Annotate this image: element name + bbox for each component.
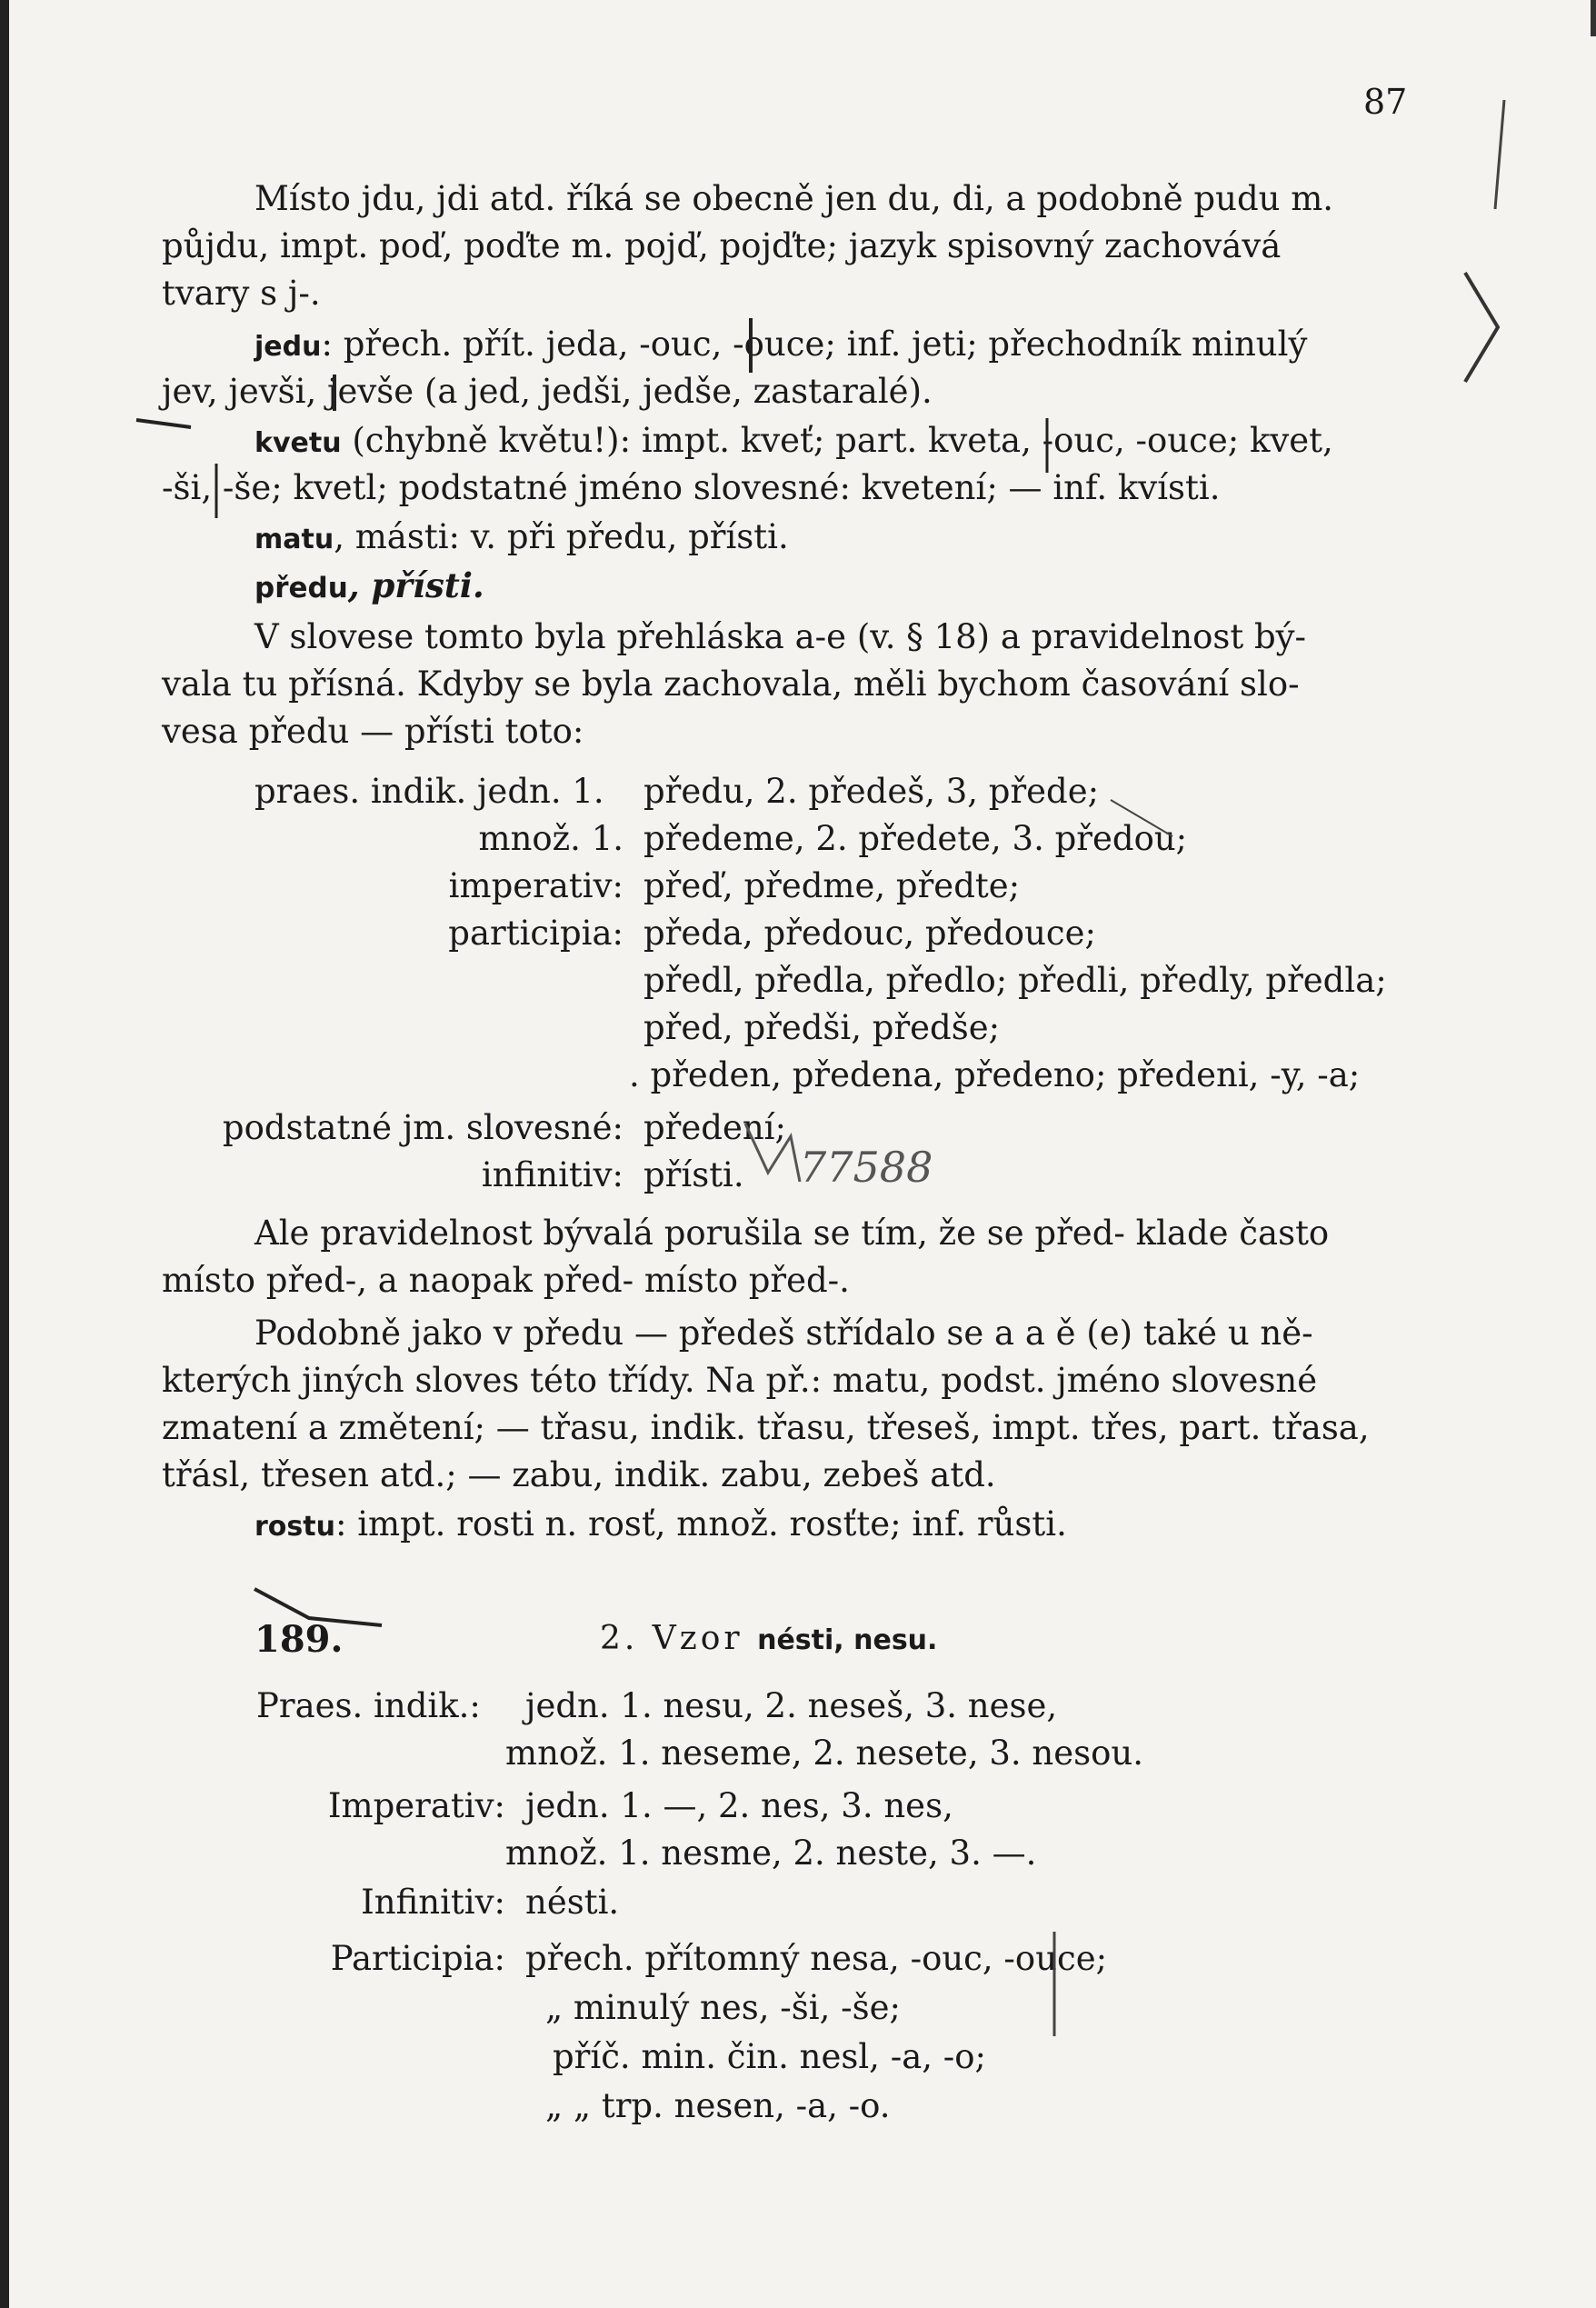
headword-pradu: předu	[254, 572, 348, 604]
vzor-inf: nésti.	[525, 1883, 620, 1922]
section-title-bold: nésti, nesu.	[757, 1624, 938, 1656]
vzor-inf-label: Infinitiv:	[361, 1883, 505, 1922]
conj-inf-label: infinitiv:	[481, 1155, 623, 1194]
p1-line3: tvary s j-.	[162, 274, 321, 313]
vzor-imp-jedn: jedn. 1. —, 2. nes, 3. nes,	[525, 1786, 953, 1825]
conj-subst-label: podstatné jm. slovesné:	[222, 1108, 623, 1147]
vzor-part4: „ „ trp. nesen, -a, -o.	[545, 2086, 891, 2125]
vzor-praes-jedn: jedn. 1. nesu, 2. neseš, 3. nese,	[525, 1686, 1058, 1725]
headword-matu: matu	[254, 524, 334, 555]
conj-mnoz-label: množ. 1.	[478, 819, 623, 858]
vzor-imp-mnoz: množ. 1. nesme, 2. neste, 3. —.	[505, 1833, 1037, 1873]
vzor-part2: „ minulý nes, -ši, -še;	[545, 1988, 901, 2027]
jedu-line2: jev, jevši, jevše (a jed, jedši, jedše, zastaralé).	[162, 372, 933, 411]
vzor-part-label: Participia:	[330, 1939, 505, 1978]
matu-rest: , másti: v. při předu, přísti.	[334, 517, 789, 556]
conj-part1: předa, předouc, předouce;	[643, 914, 1096, 953]
p4-line4: třásl, třesen atd.; — zabu, indik. zabu, zebeš atd.	[162, 1455, 996, 1494]
vzor-imp-label: Imperativ:	[327, 1786, 505, 1825]
vzor-part1: přech. přítomný nesa, -ouc, -ouce;	[525, 1939, 1108, 1978]
vzor-praes-mnoz: množ. 1. neseme, 2. nesete, 3. nesou.	[505, 1733, 1143, 1773]
p3-line2: místo před-, a naopak před- místo před-.	[162, 1261, 850, 1300]
conj-part2: předl, předla, předlo; předli, předly, předla;	[643, 961, 1387, 1000]
section-title-prefix: 2. Vzor	[600, 1620, 743, 1657]
headword-kvetu: kvetu	[254, 427, 342, 459]
conj-part-label: participia:	[448, 914, 623, 953]
pencil-note: 77588	[800, 1143, 933, 1192]
conj-imp: přeď, předme, předte;	[643, 866, 1021, 905]
p4-line2: kterých jiných sloves této třídy. Na př.: matu, podst. jméno slovesné	[162, 1361, 1318, 1400]
p2-line1: V slovese tomto byla přehláska a-e (v. § 18) a pravidelnost bý-	[254, 617, 1307, 656]
kvetu-line2: -ši, -še; kvetl; podstatné jméno slovesné: kvetení; — inf. kvísti.	[162, 468, 1221, 507]
pradu-rest: , přísti.	[347, 565, 484, 605]
kvetu-line1: (chybně květu!): impt. kveť; part. kveta, -ouc, -ouce; kvet,	[341, 421, 1333, 460]
page-number: 87	[1363, 82, 1408, 122]
headword-jedu: jedu	[254, 331, 322, 363]
section-number: 189.	[254, 1618, 344, 1661]
conj-subst: předení;	[643, 1108, 786, 1147]
vzor-praes-label: Praes. indik.:	[256, 1686, 481, 1725]
conj-part3: před, předši, předše;	[643, 1008, 1001, 1047]
p2-line2: vala tu přísná. Kdyby se byla zachovala, měli bychom časování slo-	[162, 664, 1300, 704]
p3-line1: Ale pravidelnost bývalá porušila se tím, že se před- klade často	[254, 1214, 1330, 1253]
p1-line1: Místo jdu, jdi atd. říká se obecně jen du, di, a podobně pudu m.	[254, 179, 1334, 218]
headword-rostu: rostu	[254, 1511, 335, 1543]
rostu-rest: : impt. rosti n. rosť, množ. rosťte; inf. růsti.	[334, 1504, 1067, 1544]
p4-line3: zmatení a změtení; — třasu, indik. třasu, třeseš, impt. třes, part. třasa,	[162, 1408, 1370, 1447]
conj-part4: . předen, předena, předeno; předeni, -y, -a;	[629, 1055, 1361, 1094]
conj-praes-label: praes. indik. jedn. 1.	[254, 772, 604, 811]
conj-imp-label: imperativ:	[448, 866, 623, 905]
vzor-part3: příč. min. čin. nesl, -a, -o;	[553, 2037, 987, 2076]
conj-inf: přísti.	[643, 1155, 744, 1194]
p2-line3: vesa předu — přísti toto:	[162, 712, 584, 751]
conj-mnoz: předeme, 2. předete, 3. předou;	[643, 819, 1188, 858]
p4-line1: Podobně jako v předu — předeš střídalo se a a ě (e) také u ně-	[254, 1314, 1313, 1353]
jedu-line1: : přech. přít. jeda, -ouc, -ouce; inf. jeti; přechodník minulý	[321, 325, 1308, 364]
conj-praes: předu, 2. předeš, 3, přede;	[643, 772, 1100, 811]
p1-line2: půjdu, impt. poď, poďte m. pojď, pojďte; jazyk spisovný zachovává	[162, 226, 1282, 265]
